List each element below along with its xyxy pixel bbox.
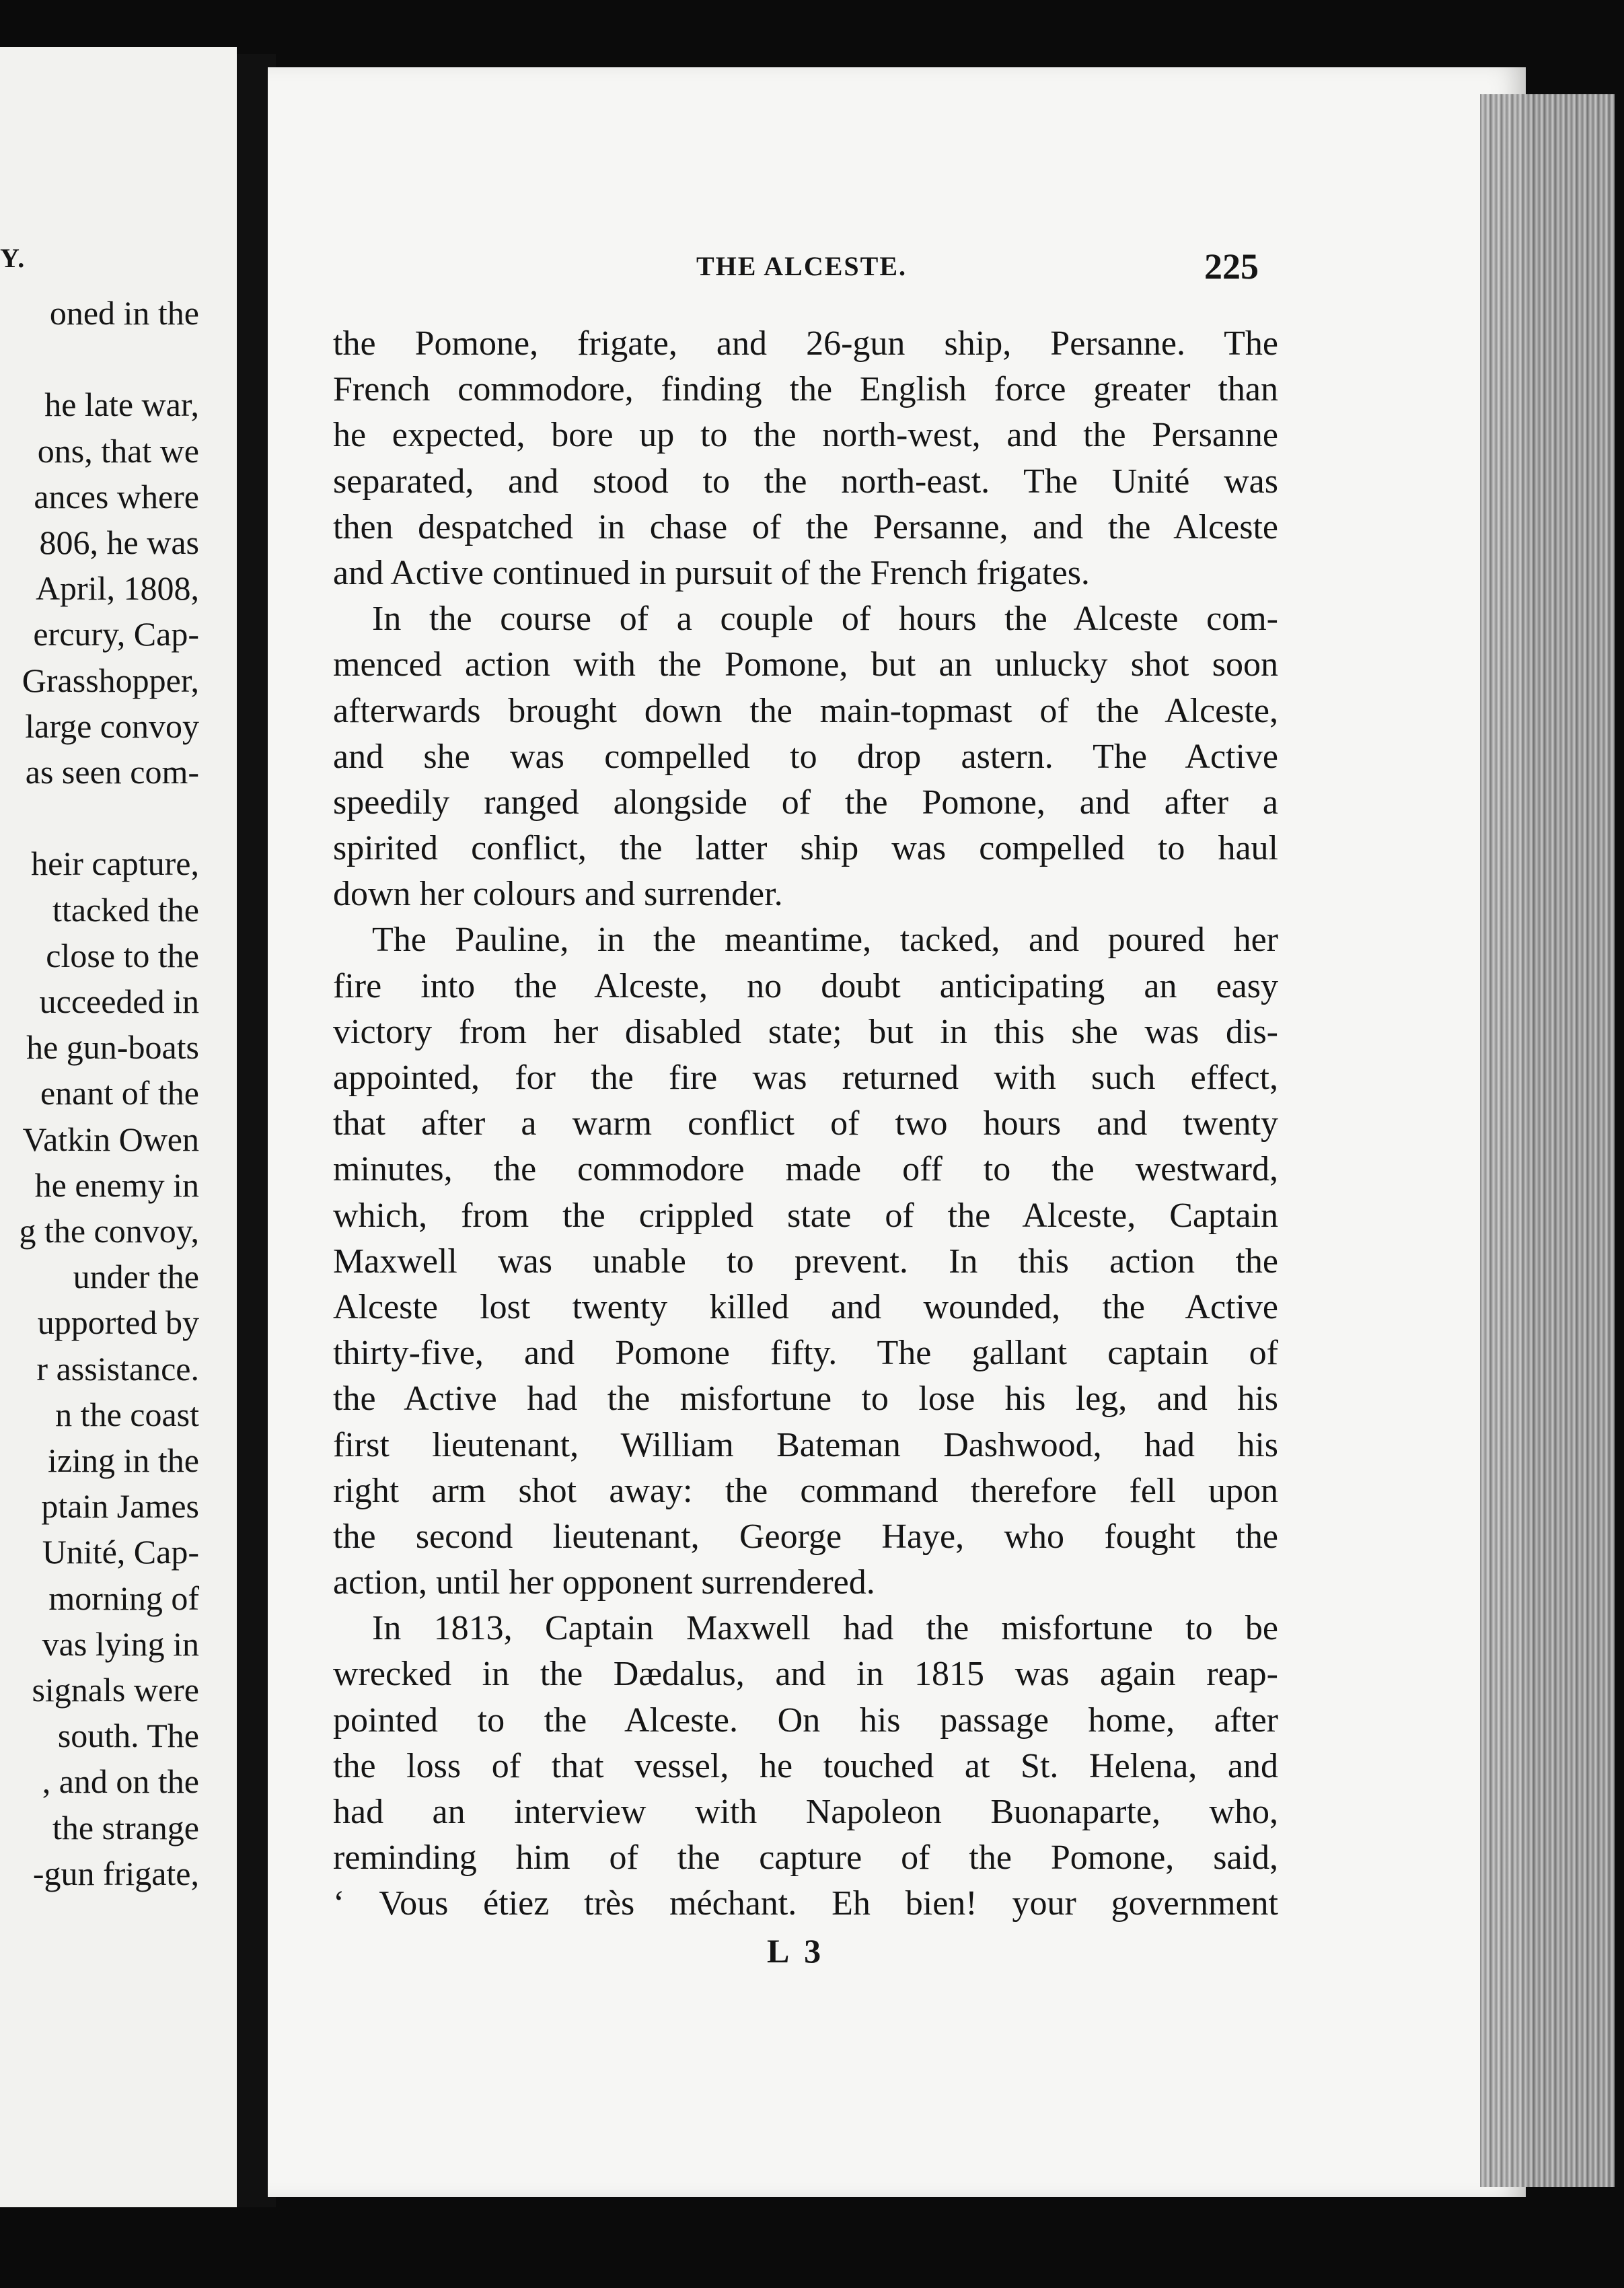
left-text-line: under the [73, 1258, 199, 1296]
left-text-line: upported by [37, 1303, 199, 1342]
text-line: and she was compelled to drop astern. The Active [333, 737, 1278, 776]
left-running-head: Y. [0, 243, 26, 273]
left-text-line: ances where [34, 477, 199, 515]
text-line: In 1813, Captain Maxwell had the misfortune to be [372, 1609, 1278, 1648]
text-line: and Active continued in pursuit of the French frigates. [333, 553, 1090, 592]
text-line: spirited conflict, the latter ship was compelled to haul [333, 829, 1278, 868]
left-page [0, 47, 237, 2207]
text-line: Maxwell was unable to prevent. In this action the [333, 1242, 1278, 1281]
left-text-line: enant of the [40, 1074, 199, 1112]
left-text-line: ttacked the [52, 890, 199, 929]
text-line: The Pauline, in the meantime, tacked, and poured her [372, 921, 1278, 960]
text-line: menced action with the Pomone, but an unlucky shot soon [333, 645, 1278, 684]
left-text-line: as seen com- [25, 753, 199, 791]
text-line: separated, and stood to the north-east. The Unité was [333, 462, 1278, 501]
text-line: thirty-five, and Pomone fifty. The gallant captain of [333, 1334, 1278, 1373]
left-text-line: izing in the [48, 1441, 199, 1479]
text-line: In the course of a couple of hours the Alceste com- [372, 600, 1278, 639]
left-text-line: ptain James [41, 1487, 199, 1526]
text-line: Alceste lost twenty killed and wounded, the Active [333, 1287, 1278, 1326]
text-line: he expected, bore up to the north-west, and the Persanne [333, 416, 1278, 455]
left-text-line: he enemy in [34, 1166, 199, 1204]
left-text-line: Vatkin Owen [22, 1120, 199, 1158]
text-line: French commodore, finding the English force greater than [333, 370, 1278, 409]
left-text-line: heir capture, [31, 845, 199, 883]
text-line: speedily ranged alongside of the Pomone, and after a [333, 783, 1278, 822]
text-line: which, from the crippled state of the Alceste, Captain [333, 1196, 1278, 1235]
left-text-line: Grasshopper, [22, 661, 199, 699]
left-text-line: r assistance. [36, 1349, 199, 1388]
text-line: right arm shot away: the command therefore fell upon [333, 1471, 1278, 1510]
text-line: the second lieutenant, George Haye, who fought the [333, 1517, 1278, 1556]
left-text-line: Unité, Cap- [42, 1533, 199, 1571]
left-text-line: , and on the [42, 1762, 199, 1801]
left-text-line: oned in the [49, 294, 199, 332]
left-text-line: vas lying in [42, 1624, 199, 1663]
left-text-line: ucceeded in [39, 982, 199, 1020]
text-line: ‘ Vous étiez très méchant. Eh bien! your government [333, 1884, 1278, 1923]
left-text-line: ons, that we [37, 431, 199, 470]
left-text-line: 806, he was [39, 524, 199, 561]
left-text-line: morning of [48, 1579, 199, 1617]
running-head: THE ALCESTE. [696, 251, 908, 281]
left-text-line: April, 1808, [35, 569, 199, 608]
text-line: action, until her opponent surrendered. [333, 1563, 875, 1602]
left-text-line: he gun-boats [26, 1028, 199, 1067]
text-line: afterwards brought down the main-topmast of the Alceste, [333, 691, 1278, 730]
text-line: fire into the Alceste, no doubt anticipating an easy [333, 966, 1278, 1005]
text-line: down her colours and surrender. [333, 875, 783, 914]
left-text-line: south. The [57, 1717, 199, 1755]
left-text-line: n the coast [55, 1395, 199, 1433]
text-line: had an interview with Napoleon Buonaparte, who, [333, 1793, 1278, 1831]
text-line: minutes, the commodore made off to the westward, [333, 1150, 1278, 1189]
page-edges [1480, 94, 1615, 2187]
left-text-line: close to the [46, 936, 199, 974]
page-number: 225 [1204, 246, 1259, 287]
text-line: the Pomone, frigate, and 26-gun ship, Persanne. The [333, 324, 1278, 363]
left-text-line: ercury, Cap- [33, 615, 199, 653]
text-line: the loss of that vessel, he touched at St. Helena, and [333, 1746, 1278, 1785]
text-line: wrecked in the Dædalus, and in 1815 was again reap- [333, 1655, 1278, 1694]
text-line: victory from her disabled state; but in this she was dis- [333, 1012, 1278, 1051]
signature-mark: L 3 [767, 1932, 825, 1970]
text-line: reminding him of the capture of the Pomone, said, [333, 1838, 1278, 1878]
text-line: first lieutenant, William Bateman Dashwood, had his [333, 1425, 1278, 1464]
left-text-line: the strange [52, 1808, 199, 1847]
left-text-line: signals were [32, 1671, 199, 1709]
left-text-line: he late war, [44, 386, 199, 424]
text-line: appointed, for the fire was returned with such effect, [333, 1059, 1278, 1097]
body-text [333, 321, 1278, 1927]
left-text-line: large convoy [25, 707, 199, 745]
text-line: that after a warm conflict of two hours and twenty [333, 1104, 1278, 1143]
text-line: then despatched in chase of the Persanne, and the Alceste [333, 507, 1278, 546]
text-line: the Active had the misfortune to lose his leg, and his [333, 1380, 1278, 1419]
left-text-line: -gun frigate, [32, 1854, 199, 1892]
left-text-line: g the convoy, [19, 1212, 199, 1250]
text-line: pointed to the Alceste. On his passage home, after [333, 1701, 1278, 1740]
